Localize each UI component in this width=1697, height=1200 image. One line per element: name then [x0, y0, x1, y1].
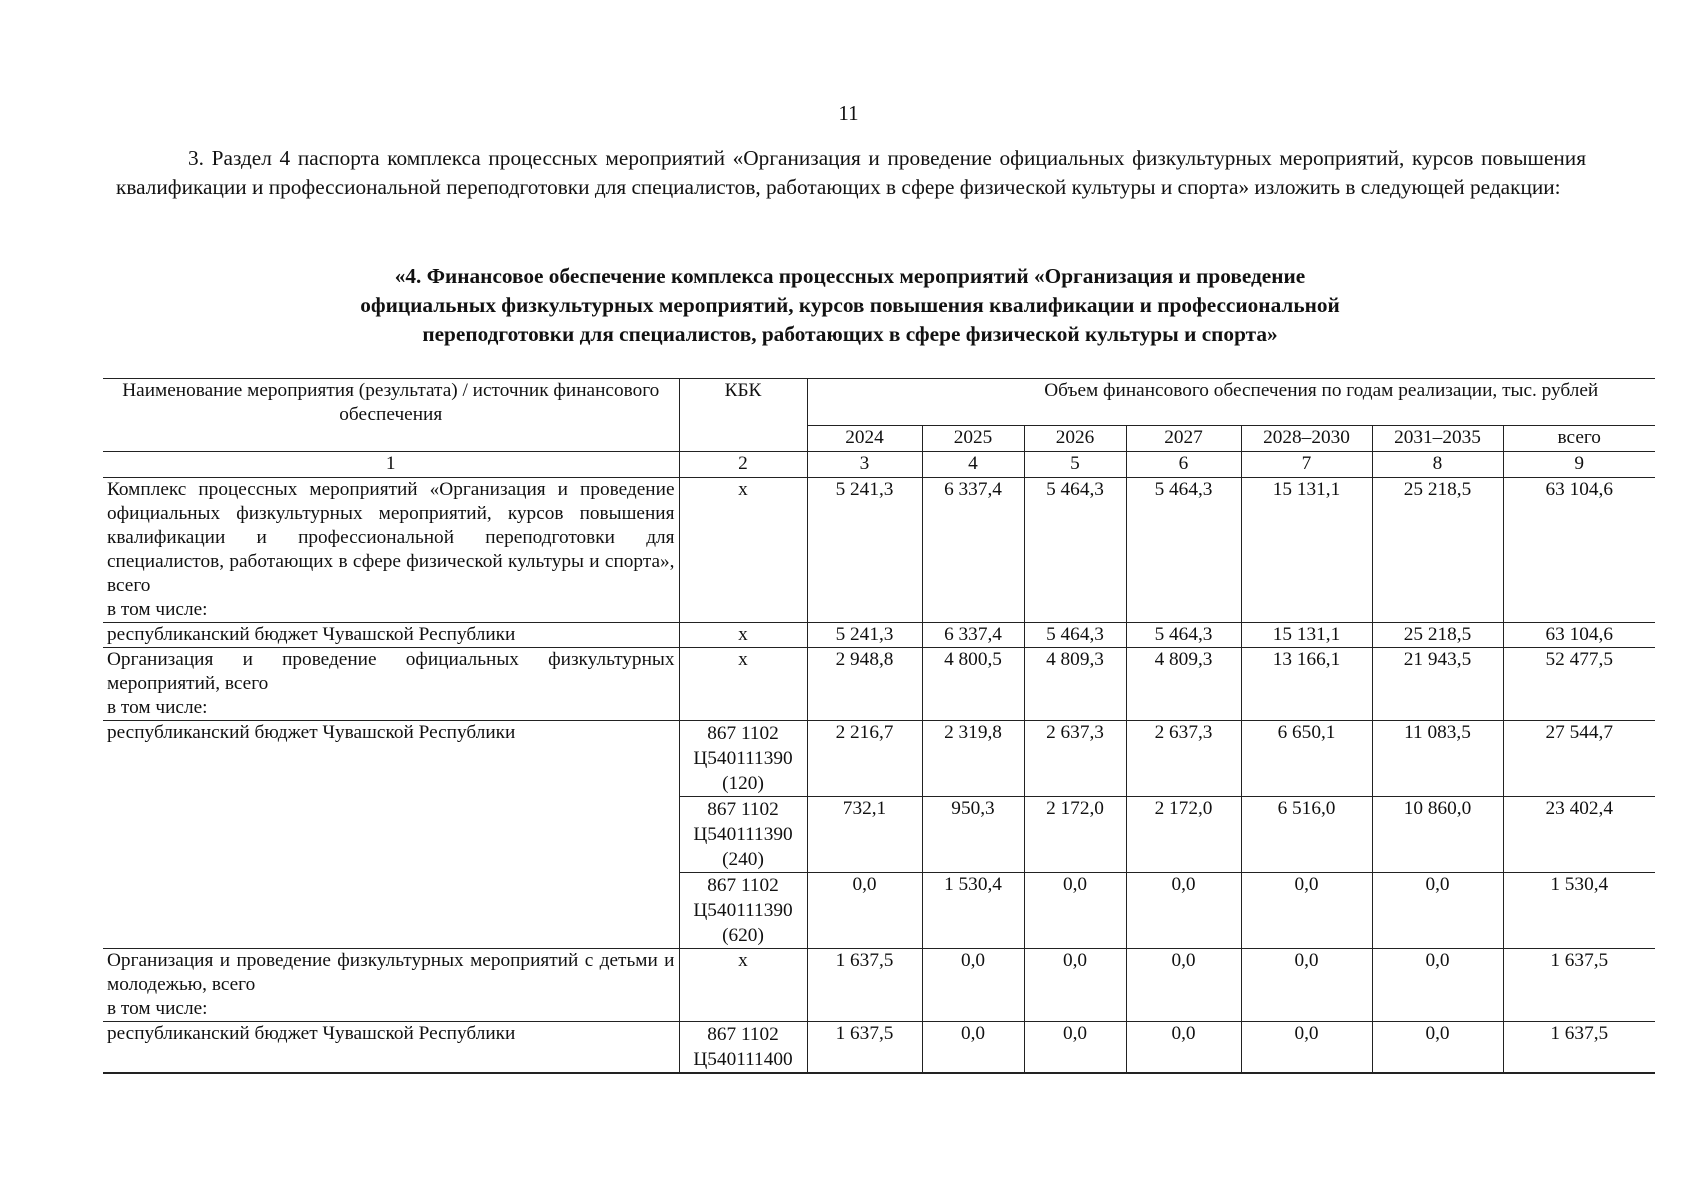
row-value: 6 337,4 [922, 478, 1024, 623]
row-value: 0,0 [807, 873, 922, 949]
column-number: 3 [807, 452, 922, 478]
row-name-text: Организация и проведение физкультурных мероприятий с детьми и молодежью, всего [107, 950, 675, 995]
row-kbk [679, 873, 807, 949]
kbk-line: 867 1102 [707, 1024, 779, 1045]
row-value: 0,0 [1024, 873, 1126, 949]
kbk-line: 867 1102 [707, 723, 779, 744]
page-number: 11 [838, 101, 859, 125]
table-row [103, 721, 1655, 797]
section-title-line: переподготовки для специалистов, работающих в сфере физической культуры и спорта» [422, 322, 1278, 346]
row-value: 5 464,3 [1126, 623, 1241, 648]
kbk-line: Ц540111390 [693, 748, 793, 769]
column-number: 7 [1241, 452, 1372, 478]
row-value: 0,0 [1241, 1022, 1372, 1074]
row-value: 4 800,5 [922, 648, 1024, 721]
column-number: 5 [1024, 452, 1126, 478]
kbk-line: 867 1102 [707, 875, 779, 896]
row-value: 2 637,3 [1024, 721, 1126, 797]
kbk-line: Ц540111390 [693, 824, 793, 845]
table-column-numbers-row [103, 452, 1655, 478]
row-name: республиканский бюджет Чувашской Республики [103, 1022, 679, 1074]
row-value: 5 241,3 [807, 478, 922, 623]
row-value: 2 319,8 [922, 721, 1024, 797]
row-value: 25 218,5 [1372, 478, 1503, 623]
row-value: 0,0 [1241, 949, 1372, 1022]
row-value: 11 083,5 [1372, 721, 1503, 797]
row-value: 2 172,0 [1126, 797, 1241, 873]
row-value: 5 464,3 [1126, 478, 1241, 623]
row-value: 15 131,1 [1241, 623, 1372, 648]
row-kbk [679, 721, 807, 797]
row-name: республиканский бюджет Чувашской Республики [103, 623, 679, 648]
table-row [103, 478, 1655, 623]
row-value: 25 218,5 [1372, 623, 1503, 648]
column-number: 1 [103, 452, 679, 478]
header-year: 2031–2035 [1372, 426, 1503, 452]
row-subtitle: в том числе: [107, 697, 208, 718]
row-name-text: Комплекс процессных мероприятий «Организация и проведение официальных физкультурных мероприятий, курсов повышения квалификации и профессиональной переподготовки для специалистов, работающих в сфере физической культуры и спорта», всего [107, 479, 675, 596]
row-kbk [679, 797, 807, 873]
row-name-text: Организация и проведение официальных физкультурных мероприятий, всего [107, 649, 675, 694]
row-total: 63 104,6 [1503, 623, 1655, 648]
row-kbk: х [679, 648, 807, 721]
kbk-line: (240) [722, 849, 764, 870]
header-year: 2024 [807, 426, 922, 452]
row-name [103, 949, 679, 1022]
row-total: 1 637,5 [1503, 1022, 1655, 1074]
row-value: 1 530,4 [922, 873, 1024, 949]
row-total: 63 104,6 [1503, 478, 1655, 623]
header-year: 2025 [922, 426, 1024, 452]
row-value: 2 172,0 [1024, 797, 1126, 873]
row-value: 0,0 [1372, 1022, 1503, 1074]
row-value: 2 216,7 [807, 721, 922, 797]
header-year: 2027 [1126, 426, 1241, 452]
row-value: 4 809,3 [1024, 648, 1126, 721]
row-value: 2 637,3 [1126, 721, 1241, 797]
row-value: 2 948,8 [807, 648, 922, 721]
table-header-row [103, 379, 1655, 426]
row-value: 0,0 [1126, 873, 1241, 949]
row-value: 4 809,3 [1126, 648, 1241, 721]
row-value: 0,0 [1024, 1022, 1126, 1074]
row-subtitle: в том числе: [107, 599, 208, 620]
row-value: 5 464,3 [1024, 478, 1126, 623]
table-row [103, 623, 1655, 648]
row-total: 27 544,7 [1503, 721, 1655, 797]
intro-paragraph [116, 144, 1586, 202]
kbk-line: Ц540111400 [693, 1049, 793, 1070]
row-value: 10 860,0 [1372, 797, 1503, 873]
header-kbk: КБК [679, 379, 807, 452]
row-value: 0,0 [1241, 873, 1372, 949]
kbk-line: (120) [722, 773, 764, 794]
header-name: Наименование мероприятия (результата) / источник финансового обеспечения [103, 379, 679, 452]
table-row [103, 1022, 1655, 1074]
row-value: 5 241,3 [807, 623, 922, 648]
kbk-line: (620) [722, 925, 764, 946]
financing-table [103, 378, 1655, 1074]
header-year: 2028–2030 [1241, 426, 1372, 452]
section-title [200, 262, 1500, 349]
column-number: 8 [1372, 452, 1503, 478]
row-kbk: х [679, 623, 807, 648]
table-row [103, 949, 1655, 1022]
row-value: 6 337,4 [922, 623, 1024, 648]
row-kbk [679, 1022, 807, 1074]
row-kbk: х [679, 478, 807, 623]
row-name: республиканский бюджет Чувашской Республики [103, 721, 679, 949]
row-name [103, 648, 679, 721]
row-value: 0,0 [1024, 949, 1126, 1022]
row-value: 6 516,0 [1241, 797, 1372, 873]
row-value: 0,0 [922, 1022, 1024, 1074]
header-year: 2026 [1024, 426, 1126, 452]
row-value: 732,1 [807, 797, 922, 873]
row-total: 23 402,4 [1503, 797, 1655, 873]
intro-text: 3. Раздел 4 паспорта комплекса процессных мероприятий «Организация и проведение официальных физкультурных мероприятий, курсов повышения квалификации и профессиональной переподготовки для специалистов, работающих в сфере физической культуры и спорта» изложить в следующей редакции: [116, 146, 1586, 199]
row-value: 0,0 [1126, 949, 1241, 1022]
row-value: 15 131,1 [1241, 478, 1372, 623]
row-value: 0,0 [1126, 1022, 1241, 1074]
row-total: 1 530,4 [1503, 873, 1655, 949]
row-value: 950,3 [922, 797, 1024, 873]
column-number: 6 [1126, 452, 1241, 478]
column-number: 4 [922, 452, 1024, 478]
header-volume: Объем финансового обеспечения по годам реализации, тыс. рублей [807, 379, 1655, 426]
row-total: 52 477,5 [1503, 648, 1655, 721]
section-title-line: официальных физкультурных мероприятий, курсов повышения квалификации и профессиональной [360, 293, 1340, 317]
row-value: 6 650,1 [1241, 721, 1372, 797]
table-row [103, 648, 1655, 721]
kbk-line: Ц540111390 [693, 900, 793, 921]
row-value: 0,0 [1372, 873, 1503, 949]
row-value: 0,0 [922, 949, 1024, 1022]
row-value: 13 166,1 [1241, 648, 1372, 721]
row-value: 0,0 [1372, 949, 1503, 1022]
section-title-line: «4. Финансовое обеспечение комплекса процессных мероприятий «Организация и проведение [394, 264, 1306, 288]
row-total: 1 637,5 [1503, 949, 1655, 1022]
kbk-line: 867 1102 [707, 799, 779, 820]
column-number: 9 [1503, 452, 1655, 478]
column-number: 2 [679, 452, 807, 478]
row-kbk: х [679, 949, 807, 1022]
row-value: 21 943,5 [1372, 648, 1503, 721]
row-value: 1 637,5 [807, 949, 922, 1022]
header-total: всего [1503, 426, 1655, 452]
row-name [103, 478, 679, 623]
row-value: 1 637,5 [807, 1022, 922, 1074]
row-subtitle: в том числе: [107, 998, 208, 1019]
row-value: 5 464,3 [1024, 623, 1126, 648]
